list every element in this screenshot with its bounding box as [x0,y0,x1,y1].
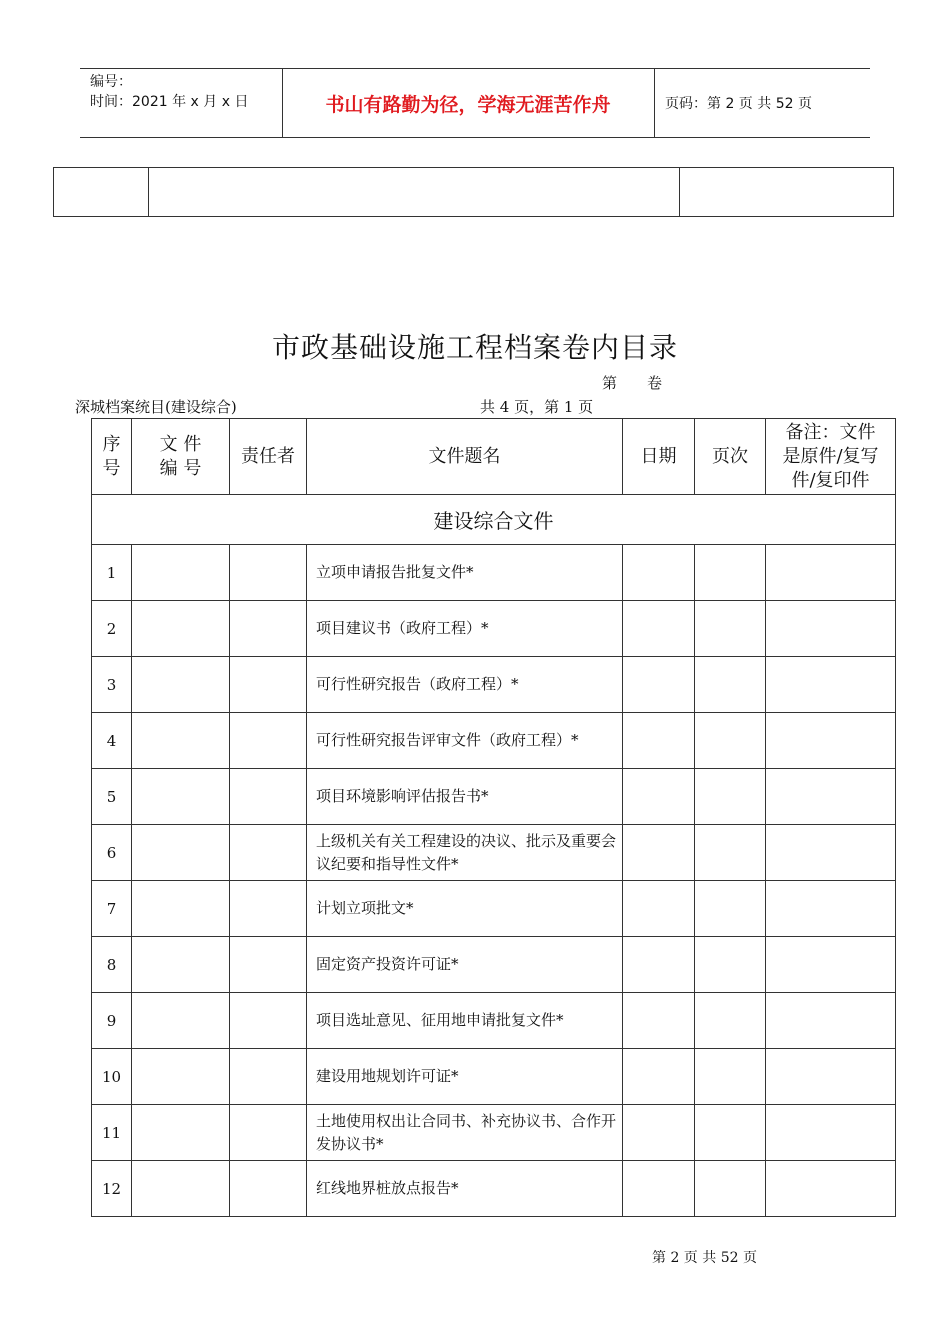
cell-file-no [132,545,230,601]
cell-seq: 3 [92,657,132,713]
cell-title: 建设用地规划许可证* [307,1049,623,1105]
header-page-info: 页码：第 2 页 共 52 页 [665,96,812,112]
cell-file-no [132,825,230,881]
cell-pages [695,937,766,993]
cell-seq: 10 [92,1049,132,1105]
cell-remark [766,657,896,713]
cell-title: 可行性研究报告评审文件（政府工程）* [307,713,623,769]
cell-file-no [132,769,230,825]
table-row [92,1049,896,1105]
table-row [92,993,896,1049]
cell-pages [695,601,766,657]
blank-table-divider [148,168,149,216]
serial-label: 编号： [90,74,132,90]
cell-date [623,545,695,601]
cell-pages [695,769,766,825]
table-row [92,769,896,825]
cell-responsible [230,601,307,657]
col-date-header: 日期 [623,419,695,495]
cell-file-no [132,713,230,769]
cell-responsible [230,713,307,769]
cell-remark [766,1161,896,1217]
table-row [92,601,896,657]
cell-seq: 2 [92,601,132,657]
cell-remark [766,1049,896,1105]
table-row [92,1161,896,1217]
time-label: 时间：2021 年 x 月 x 日 [90,94,249,110]
archive-source: 深城档案统目(建设综合) [75,398,237,416]
cell-seq: 11 [92,1105,132,1161]
cell-pages [695,657,766,713]
cell-responsible [230,1049,307,1105]
header-motto: 书山有路勤为径，学海无涯苦作舟 [325,93,611,116]
cell-title: 项目选址意见、征用地申请批复文件* [307,993,623,1049]
table-row [92,937,896,993]
cell-responsible [230,937,307,993]
col-pages-header: 页次 [695,419,766,495]
cell-seq: 4 [92,713,132,769]
cell-responsible [230,1105,307,1161]
cell-title: 上级机关有关工程建设的决议、批示及重要会议纪要和指导性文件* [307,825,623,881]
cell-date [623,825,695,881]
cell-responsible [230,545,307,601]
col-file-no-header [132,419,230,495]
table-row [92,825,896,881]
cell-seq: 5 [92,769,132,825]
cell-date [623,1105,695,1161]
col-remark-header [766,419,896,495]
cell-seq: 9 [92,993,132,1049]
cell-title: 红线地界桩放点报告* [307,1161,623,1217]
table-row [92,713,896,769]
page-footer: 第 2 页 共 52 页 [652,1250,757,1266]
cell-pages [695,545,766,601]
cell-remark [766,713,896,769]
cell-title: 固定资产投资许可证* [307,937,623,993]
header-meta [90,72,248,112]
cell-file-no [132,881,230,937]
cell-seq: 7 [92,881,132,937]
cell-pages [695,881,766,937]
section-row [92,495,896,545]
cell-date [623,993,695,1049]
cell-pages [695,1161,766,1217]
cell-seq: 1 [92,545,132,601]
cell-seq: 12 [92,1161,132,1217]
cell-seq: 8 [92,937,132,993]
cell-file-no [132,1161,230,1217]
section-title: 建设综合文件 [92,495,896,545]
table-row [92,657,896,713]
cell-responsible [230,825,307,881]
page-header [80,68,870,138]
cell-file-no [132,601,230,657]
cell-date [623,601,695,657]
cell-seq: 6 [92,825,132,881]
cell-pages [695,825,766,881]
col-responsible-header: 责任者 [230,419,307,495]
cell-responsible [230,769,307,825]
cell-remark [766,1105,896,1161]
blank-table [53,167,894,217]
cell-file-no [132,937,230,993]
cell-pages [695,1049,766,1105]
cell-date [623,713,695,769]
cell-file-no [132,657,230,713]
blank-table-divider [679,168,680,216]
cell-remark [766,601,896,657]
cell-pages [695,713,766,769]
col-title-header: 文件题名 [307,419,623,495]
cell-remark [766,937,896,993]
table-row [92,881,896,937]
cell-title: 立项申请报告批复文件* [307,545,623,601]
table-header-row [92,419,896,495]
page-count: 共 4 页，第 1 页 [480,398,594,416]
cell-title: 土地使用权出让合同书、补充协议书、合作开发协议书* [307,1105,623,1161]
cell-file-no [132,1105,230,1161]
cell-date [623,657,695,713]
cell-file-no [132,993,230,1049]
cell-pages [695,993,766,1049]
cell-date [623,881,695,937]
volume-suffix: 卷 [647,374,663,392]
cell-remark [766,881,896,937]
cell-date [623,1049,695,1105]
cell-remark [766,825,896,881]
cell-responsible [230,1161,307,1217]
cell-responsible [230,993,307,1049]
cell-responsible [230,657,307,713]
table-row [92,545,896,601]
col-remark-label: 备注：文件 是原件/复写 件/复印件 [782,421,879,491]
volume-label [602,372,662,393]
cell-remark [766,993,896,1049]
cell-file-no [132,1049,230,1105]
cell-title: 计划立项批文* [307,881,623,937]
cell-title: 项目环境影响评估报告书* [307,769,623,825]
col-file-no-label: 文 件 编 号 [159,433,202,479]
volume-prefix: 第 [602,374,618,392]
cell-pages [695,1105,766,1161]
table-row [92,1105,896,1161]
col-seq-label: 序 号 [102,433,121,479]
cell-remark [766,769,896,825]
catalog-table [91,418,896,1217]
cell-date [623,769,695,825]
cell-date [623,1161,695,1217]
cell-title: 可行性研究报告（政府工程）* [307,657,623,713]
cell-date [623,937,695,993]
page-title: 市政基础设施工程档案卷内目录 [271,331,678,364]
cell-title: 项目建议书（政府工程）* [307,601,623,657]
header-divider [654,69,655,137]
cell-responsible [230,881,307,937]
cell-remark [766,545,896,601]
col-seq-header [92,419,132,495]
